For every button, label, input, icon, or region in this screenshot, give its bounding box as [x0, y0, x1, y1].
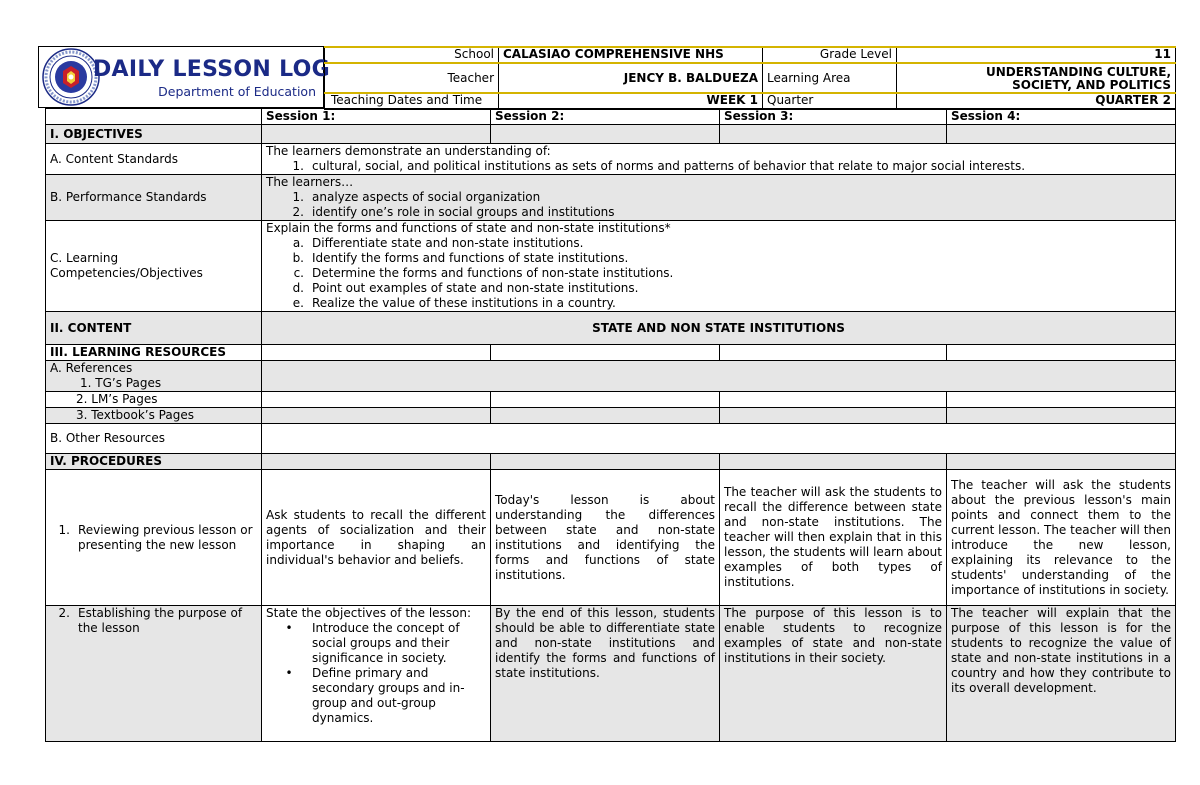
procedure-step-2-session-3: The purpose of this lesson is to enable students to recognize examples of state and non-state institutions in their society.	[720, 606, 947, 742]
session-4-header: Session 4:	[947, 109, 1176, 125]
procedure-step-2-label-cell	[46, 606, 262, 742]
teaching-dates-label: Teaching Dates and Time	[325, 93, 499, 109]
content-heading: II. CONTENT	[46, 312, 262, 345]
content-standards-intro: The learners demonstrate an understanding of:	[266, 144, 551, 158]
resources-cell-1	[262, 345, 491, 361]
references-value	[262, 361, 1176, 392]
sessions-blank-cell	[46, 109, 262, 125]
bullet-text: Define primary and secondary groups and in-group and out-group dynamics.	[312, 666, 465, 725]
textbook-cell-2	[491, 408, 720, 424]
item-text: Determine the forms and functions of non-state institutions.	[312, 266, 674, 280]
resources-cell-4	[947, 345, 1176, 361]
competency-item	[266, 236, 1171, 251]
grade-level-value: 11	[897, 47, 1176, 63]
other-resources-label: B. Other Resources	[46, 424, 262, 454]
references-label: A. References	[50, 361, 133, 375]
teacher-value: JENCY B. BALDUEZA	[499, 63, 763, 93]
learning-area-value: UNDERSTANDING CULTURE, SOCIETY, AND POLITICS	[897, 63, 1176, 93]
content-row	[46, 312, 1176, 345]
lm-cell-4	[947, 392, 1176, 408]
performance-standards-row	[46, 175, 1176, 221]
item-number: 1.	[292, 190, 304, 204]
content-standards-row	[46, 144, 1176, 175]
textbook-cell-3	[720, 408, 947, 424]
lm-pages-label: 2. LM’s Pages	[46, 392, 262, 408]
logo-department: Department of Education	[158, 84, 316, 99]
logo-block	[38, 46, 330, 108]
procedure-step-1-session-1: Ask students to recall the different agents of socialization and their importance in shaping an individual's behavior and beliefs.	[262, 470, 491, 606]
item-number: 2.	[292, 205, 304, 219]
step-2-objectives-intro: State the objectives of the lesson:	[266, 606, 472, 620]
procedure-step-2-number: 2.	[58, 606, 70, 620]
content-standards-cell	[262, 144, 1176, 175]
item-letter: e.	[292, 296, 304, 310]
lm-cell-1	[262, 392, 491, 408]
sessions-header-row	[46, 109, 1176, 125]
objectives-cell-2	[491, 125, 720, 144]
references-label-cell	[46, 361, 262, 392]
school-label: School	[325, 47, 499, 63]
item-text: Identify the forms and functions of state institutions.	[312, 251, 629, 265]
procedures-cell-4	[947, 454, 1176, 470]
procedure-step-1-number: 1.	[58, 522, 70, 537]
lm-cell-3	[720, 392, 947, 408]
references-row	[46, 361, 1176, 392]
learning-area-label: Learning Area	[763, 63, 897, 93]
procedure-step-2-row	[46, 606, 1176, 742]
item-number: 1.	[292, 159, 304, 173]
learning-competencies-label-wrap	[50, 251, 257, 281]
learning-competencies-intro: Explain the forms and functions of state and non-state institutions*	[266, 221, 671, 235]
procedure-step-1-session-2: Today's lesson is about understanding the differences between state and non-state institutions and identifying the forms and functions of state institutions.	[491, 470, 720, 606]
procedure-step-2-session-2: By the end of this lesson, students should be able to differentiate state and non-state institutions and identify the forms and functions of state institutions.	[491, 606, 720, 742]
resources-cell-3	[720, 345, 947, 361]
teaching-dates-value: WEEK 1	[499, 93, 763, 109]
quarter-label: Quarter	[763, 93, 897, 109]
other-resources-row	[46, 424, 1176, 454]
item-text: Realize the value of these institutions in a country.	[312, 296, 616, 310]
performance-standards-intro: The learners…	[266, 175, 354, 189]
competency-item	[266, 266, 1171, 281]
grade-level-label: Grade Level	[763, 47, 897, 63]
procedure-step-1-row	[46, 470, 1176, 606]
logo-title: DAILY LESSON LOG	[93, 57, 330, 82]
performance-standard-item	[266, 190, 1171, 205]
learning-competencies-label-cell	[46, 221, 262, 312]
procedure-step-1-session-4: The teacher will ask the students about the previous lesson's main points and connect them to the current lesson. The teacher will then introduce the new lesson, explaining its relevance to the students' understanding of the importance of institutions in society.	[947, 470, 1176, 606]
procedure-step-2-label-wrap	[50, 606, 257, 636]
objectives-cell-1	[262, 125, 491, 144]
learning-competencies-cell	[262, 221, 1176, 312]
procedures-cell-1	[262, 454, 491, 470]
other-resources-value	[262, 424, 1176, 454]
lesson-table	[45, 108, 1176, 742]
bullet-item	[266, 621, 486, 666]
school-value: CALASIAO COMPREHENSIVE NHS	[499, 47, 763, 63]
item-text: identify one’s role in social groups and institutions	[312, 205, 615, 219]
tg-pages-label: 1. TG’s Pages	[80, 376, 162, 390]
session-2-header: Session 2:	[491, 109, 720, 125]
procedure-step-1-session-3: The teacher will ask the students to recall the difference between state and non-state institutions. The teacher will then explain that in this lesson, the students will learn about examples of both types of institutions.	[720, 470, 947, 606]
procedures-cell-2	[491, 454, 720, 470]
procedure-step-1-label-wrap	[50, 523, 257, 553]
competency-item	[266, 296, 1171, 311]
item-letter: d.	[292, 281, 304, 295]
procedures-cell-3	[720, 454, 947, 470]
item-text: Differentiate state and non-state institutions.	[312, 236, 584, 250]
bullet-text: Introduce the concept of social groups and their significance in society.	[312, 621, 460, 665]
item-text: analyze aspects of social organization	[312, 190, 541, 204]
bullet-icon: •	[285, 621, 293, 635]
teacher-label: Teacher	[325, 63, 499, 93]
performance-standards-cell	[262, 175, 1176, 221]
procedures-heading-row	[46, 454, 1176, 470]
item-text: Point out examples of state and non-state institutions.	[312, 281, 639, 295]
lm-cell-2	[491, 392, 720, 408]
header-info-table	[324, 46, 1176, 110]
bullet-icon: •	[285, 666, 293, 680]
objectives-cell-4	[947, 125, 1176, 144]
objectives-cell-3	[720, 125, 947, 144]
lm-pages-row	[46, 392, 1176, 408]
textbook-pages-row	[46, 408, 1176, 424]
procedure-step-1-label-cell	[46, 470, 262, 606]
bullet-item	[266, 666, 486, 726]
textbook-pages-label: 3. Textbook’s Pages	[46, 408, 262, 424]
performance-standards-label: B. Performance Standards	[46, 175, 262, 221]
textbook-cell-1	[262, 408, 491, 424]
item-text: cultural, social, and political institutions as sets of norms and patterns of behavior that relate to major social interests.	[312, 159, 1026, 173]
objectives-heading-row	[46, 125, 1176, 144]
item-letter: b.	[292, 251, 304, 265]
item-letter: c.	[293, 266, 304, 280]
procedure-step-2-session-1	[262, 606, 491, 742]
quarter-value: QUARTER 2	[897, 93, 1176, 109]
item-letter: a.	[292, 236, 304, 250]
procedure-step-2-session-4: The teacher will explain that the purpose of this lesson is for the students to recognize the value of state and non-state institutions in a country and how they contribute to its overall development.	[947, 606, 1176, 742]
performance-standard-item	[266, 205, 1171, 220]
learning-resources-heading-row	[46, 345, 1176, 361]
content-standards-label: A. Content Standards	[46, 144, 262, 175]
resources-cell-2	[491, 345, 720, 361]
procedure-step-1-label: Reviewing previous lesson or presenting the new lesson	[78, 522, 253, 552]
textbook-cell-4	[947, 408, 1176, 424]
objectives-heading: I. OBJECTIVES	[46, 125, 262, 144]
learning-competencies-label: C. Learning Competencies/Objectives	[50, 251, 203, 280]
session-1-header: Session 1:	[262, 109, 491, 125]
learning-competencies-row	[46, 221, 1176, 312]
competency-item	[266, 251, 1171, 266]
content-standard-item	[266, 159, 1171, 174]
session-3-header: Session 3:	[720, 109, 947, 125]
competency-item	[266, 281, 1171, 296]
procedures-heading: IV. PROCEDURES	[46, 454, 262, 470]
deped-seal-icon	[41, 47, 101, 107]
procedure-step-2-label: Establishing the purpose of the lesson	[78, 606, 243, 635]
learning-resources-heading: III. LEARNING RESOURCES	[46, 345, 262, 361]
content-value: STATE AND NON STATE INSTITUTIONS	[262, 312, 1176, 345]
